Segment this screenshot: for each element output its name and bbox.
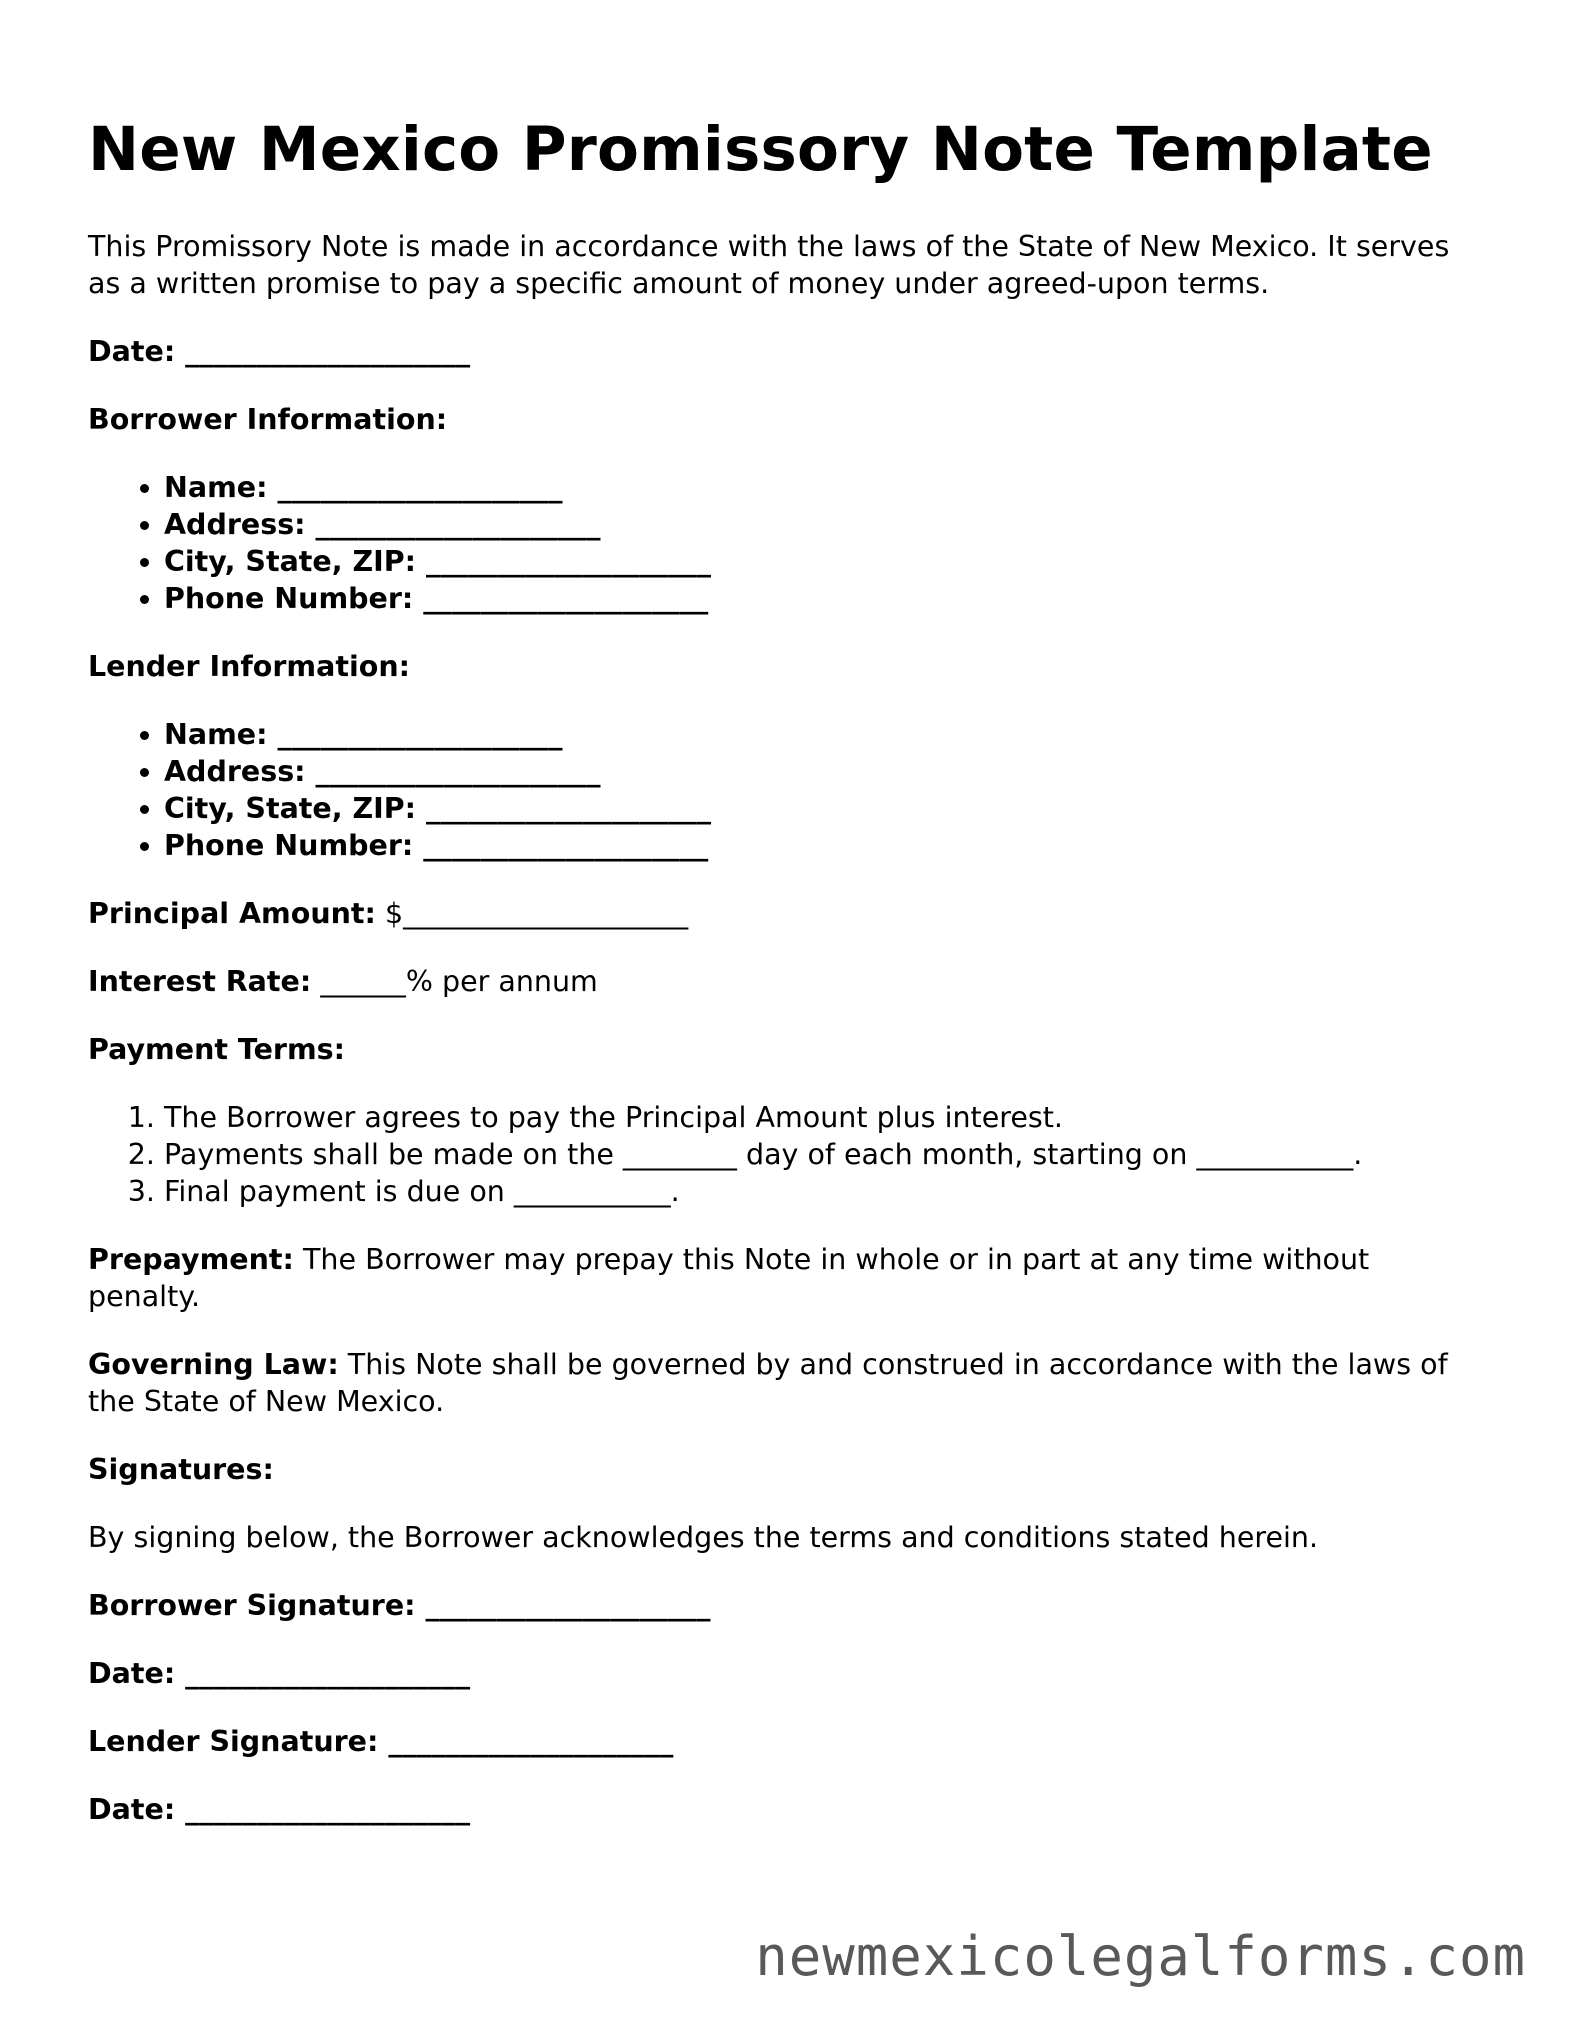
lender-heading: Lender Information:	[88, 650, 411, 683]
list-item: • City, State, ZIP: ____________________	[164, 543, 1488, 580]
list-item: 2. Payments shall be made on the ________ day of each month, starting on ___________.	[164, 1136, 1488, 1173]
list-item: • Address: ____________________	[164, 506, 1488, 543]
lender-info-list	[88, 716, 1488, 864]
payment-terms-list	[88, 1099, 1488, 1210]
date-label: Date:	[88, 335, 176, 368]
signatures-heading: Signatures:	[88, 1453, 274, 1486]
list-item: • Address: ____________________	[164, 753, 1488, 790]
governing-law-paragraph: Governing Law: This Note shall be governed by and construed in accordance with the laws of the State of New Mexico.	[88, 1348, 1448, 1418]
principal-amount-line: Principal Amount: $____________________	[88, 897, 689, 930]
borrower-signature-line: Borrower Signature: ____________________	[88, 1589, 711, 1622]
site-watermark: newmexicolegalforms.com	[755, 1925, 1526, 1988]
document-title: New Mexico Promissory Note Template	[88, 114, 1433, 185]
date-blank: ____________________	[175, 335, 471, 368]
list-item: • City, State, ZIP: ____________________	[164, 790, 1488, 827]
list-item: • Phone Number: ____________________	[164, 827, 1488, 864]
document-page	[88, 108, 1488, 1828]
signatures-text: By signing below, the Borrower acknowledges the terms and conditions stated herein.	[88, 1521, 1319, 1554]
list-item: 1. The Borrower agrees to pay the Principal Amount plus interest.	[164, 1099, 1488, 1136]
list-item: • Name: ____________________	[164, 716, 1488, 753]
list-item: • Phone Number: ____________________	[164, 580, 1488, 617]
prepayment-paragraph: Prepayment: The Borrower may prepay this Note in whole or in part at any time without penalty.	[88, 1243, 1370, 1313]
interest-rate-line: Interest Rate: ______% per annum	[88, 965, 598, 998]
list-item: 3. Final payment is due on ___________.	[164, 1173, 1488, 1210]
lender-signature-line: Lender Signature: ____________________	[88, 1725, 674, 1758]
intro-paragraph: This Promissory Note is made in accordance with the laws of the State of New Mexico. It serves as a written promise to pay a specific amount of money under agreed-upon terms.	[88, 230, 1450, 300]
list-item: • Name: ____________________	[164, 469, 1488, 506]
borrower-info-list	[88, 469, 1488, 617]
date-line	[88, 333, 1488, 370]
borrower-heading: Borrower Information:	[88, 403, 448, 436]
borrower-date-line: Date: ____________________	[88, 1657, 471, 1690]
lender-date-line: Date: ____________________	[88, 1793, 471, 1826]
payment-terms-heading: Payment Terms:	[88, 1033, 346, 1066]
